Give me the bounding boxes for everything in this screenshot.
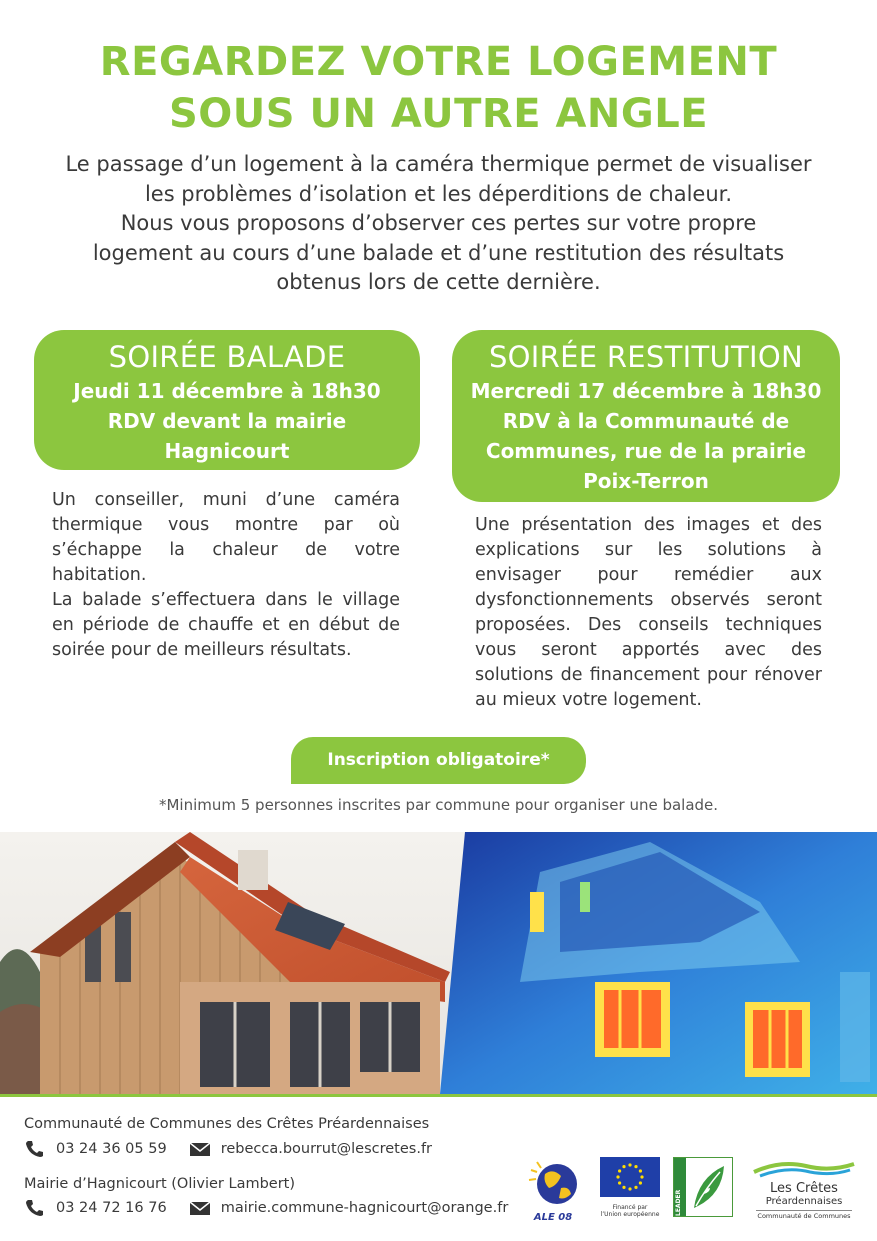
cretes-hills-icon — [750, 1158, 858, 1178]
cretes-logo-line-2: Préardennaises — [765, 1196, 843, 1207]
event-box-balade — [34, 330, 420, 470]
event-location: Communes, rue de la prairie — [485, 439, 807, 463]
eu-caption-line-2: l’Union européenne — [600, 1211, 660, 1218]
envelope-icon — [189, 1140, 211, 1158]
contact-phone[interactable]: 03 24 72 16 76 — [56, 1200, 167, 1216]
intro-line: Nous vous proposons d’observer ces pertes sur votre propre — [120, 211, 757, 235]
intro-line: logement au cours d’une balade et d’une restitution des résultats — [92, 240, 785, 265]
contact-org-1-details — [24, 1140, 432, 1158]
leader-logo — [673, 1157, 733, 1217]
event-date: Mercredi 17 décembre à 18h30 — [470, 379, 822, 403]
description-paragraph: Une présentation des images et des explications sur les solutions à envisager pour remédier aux dysfonctionnements observés seront proposées. Des conseils techniques vous seront apportés avec des solutions de financement pour rénover au mieux votre logement. — [475, 515, 822, 710]
house-photo-illustration — [0, 832, 877, 1094]
cretes-logo — [750, 1158, 858, 1222]
inscription-banner: Inscription obligatoire* — [291, 737, 586, 784]
ale-logo-text: ALE 08 — [533, 1212, 573, 1223]
eu-logo — [600, 1157, 660, 1221]
event-location: Hagnicourt — [164, 439, 290, 463]
phone-icon — [24, 1199, 46, 1217]
footnote: *Minimum 5 personnes inscrites par commune pour organiser une balade. — [158, 796, 719, 814]
description-paragraph: Un conseiller, muni d’une caméra thermique vous montre par où s’échappe la chaleur de votre habitation. — [52, 490, 400, 585]
contact-org-2-details — [24, 1199, 508, 1217]
intro-text — [20, 150, 857, 298]
event-location: RDV à la Communauté de — [502, 409, 790, 433]
intro-line: Le passage d’un logement à la caméra thermique permet de visualiser — [65, 152, 812, 176]
ale-08-logo — [527, 1158, 579, 1222]
eu-flag-icon — [600, 1157, 660, 1197]
cretes-logo-line-1: Les Crêtes — [770, 1181, 838, 1196]
contact-email[interactable]: mairie.commune-hagnicourt@orange.fr — [220, 1200, 509, 1216]
event-title: SOIRÉE RESTITUTION — [488, 340, 804, 374]
ale-globe-icon — [527, 1158, 579, 1208]
description-paragraph: La balade s’effectuera dans le village en période de chauffe et en début de soirée pour de meilleurs résultats. — [52, 590, 400, 660]
title-line-2: SOUS UN AUTRE ANGLE — [168, 91, 709, 137]
event-date: Jeudi 11 décembre à 18h30 — [73, 379, 381, 403]
contact-org-2-name: Mairie d’Hagnicourt (Olivier Lambert) — [24, 1176, 296, 1192]
event-description-balade — [52, 488, 400, 663]
event-location: Poix-Terron — [583, 469, 709, 493]
house-thermal-photo — [0, 832, 877, 1094]
leader-logo-text: LEADER — [675, 1189, 682, 1216]
event-title: SOIRÉE BALADE — [108, 340, 346, 374]
event-description-restitution — [475, 513, 822, 713]
envelope-icon — [189, 1199, 211, 1217]
cretes-logo-line-3: Communauté de Communes — [757, 1212, 851, 1220]
contact-org-1-name: Communauté de Communes des Crêtes Préardennaises — [24, 1116, 430, 1132]
event-box-restitution — [452, 330, 840, 502]
contact-phone[interactable]: 03 24 36 05 59 — [56, 1141, 167, 1157]
contact-email[interactable]: rebecca.bourrut@lescretes.fr — [220, 1141, 433, 1157]
title-line-1: REGARDEZ VOTRE LOGEMENT — [99, 39, 778, 85]
intro-line: les problèmes d’isolation et les déperditions de chaleur. — [144, 181, 733, 206]
eu-caption-line-1: Financé par — [612, 1204, 648, 1211]
phone-icon — [24, 1140, 46, 1158]
intro-line: obtenus lors de cette dernière. — [276, 270, 601, 294]
page-title — [0, 36, 877, 140]
footer-divider — [0, 1094, 877, 1097]
event-location: RDV devant la mairie — [107, 409, 347, 433]
